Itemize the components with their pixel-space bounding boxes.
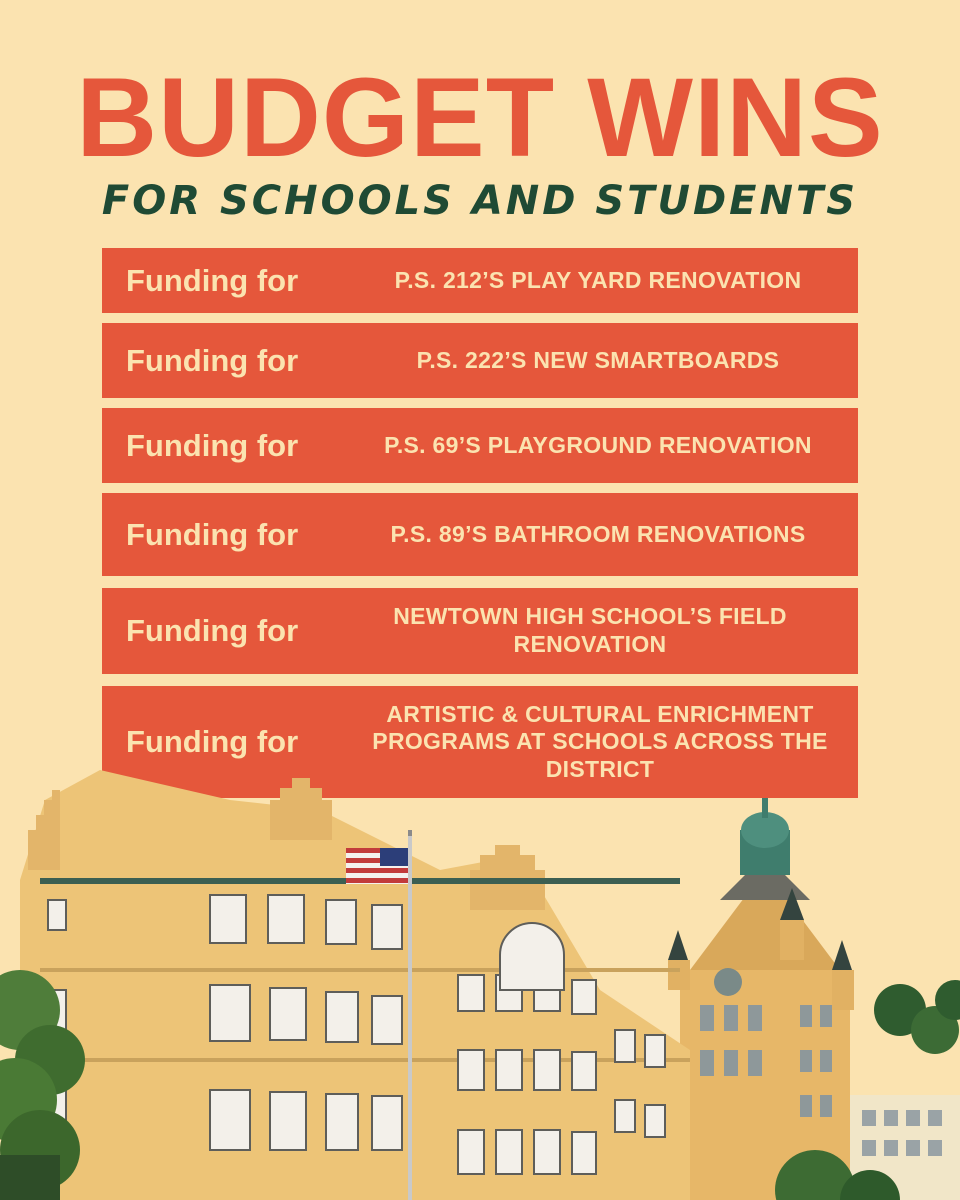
american-flag-icon bbox=[346, 848, 408, 884]
subheadline: FOR SCHOOLS AND STUDENTS bbox=[101, 178, 859, 224]
funding-item-detail: NEWTOWN HIGH SCHOOL’S FIELD RENOVATION bbox=[393, 603, 787, 657]
headline: BUDGET WINS bbox=[76, 55, 884, 180]
funding-item-lead: Funding for bbox=[126, 342, 299, 378]
funding-item bbox=[102, 493, 858, 576]
funding-item-lead: Funding for bbox=[126, 724, 299, 759]
funding-item-lead: Funding for bbox=[126, 427, 299, 463]
funding-item-lead: Funding for bbox=[126, 262, 299, 298]
funding-item-lead: Funding for bbox=[126, 516, 299, 552]
school-building-image bbox=[0, 760, 960, 1200]
funding-item-detail: P.S. 89’S BATHROOM RENOVATIONS bbox=[390, 520, 806, 547]
tree-right bbox=[874, 980, 960, 1054]
funding-item bbox=[102, 408, 858, 483]
flag-pole bbox=[408, 830, 412, 1200]
funding-item-detail: P.S. 212’S PLAY YARD RENOVATION bbox=[394, 266, 802, 293]
funding-item-detail: ARTISTIC & CULTURAL ENRICHMENT PROGRAMS AT SCHOOLS ACROSS THE DISTRICT bbox=[372, 700, 828, 782]
funding-item-lead: Funding for bbox=[126, 613, 299, 648]
funding-item bbox=[102, 323, 858, 398]
main-building bbox=[20, 770, 690, 1200]
funding-item-detail: P.S. 69’S PLAYGROUND RENOVATION bbox=[384, 431, 812, 458]
clock-tower bbox=[668, 798, 854, 1200]
funding-item-detail: P.S. 222’S NEW SMARTBOARDS bbox=[416, 346, 780, 373]
funding-item bbox=[102, 248, 858, 313]
funding-item bbox=[102, 588, 858, 674]
